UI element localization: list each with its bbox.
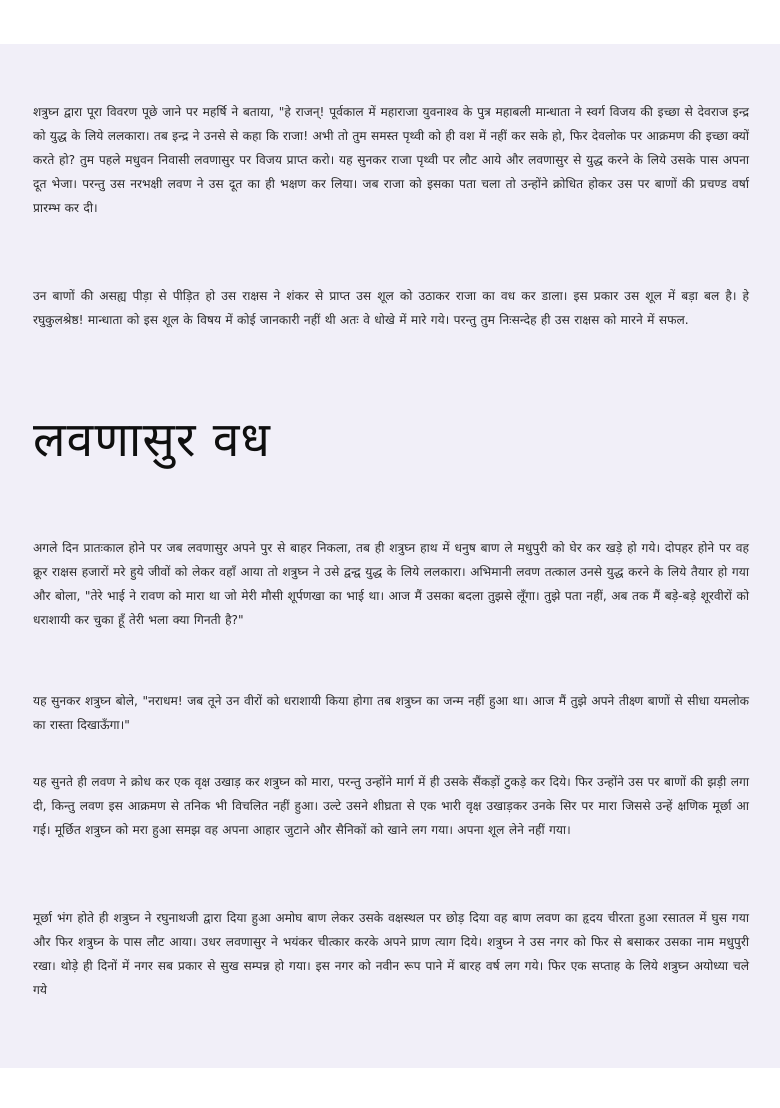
section-heading: लवणासुर वध — [33, 412, 271, 468]
intro-paragraph-2: उन बाणों की असह्य पीड़ा से पीड़ित हो उस राक्षस ने शंकर से प्राप्त उस शूल को उठाकर राजा का वध कर डाला। इस प्रकार उस शूल में बड़ा बल है। हे रघुकुलश्रेष्ठ! मान्धाता को इस शूल के विषय में कोई जानकारी नहीं थी अतः वे धोखे में मारे गये। परन्तु तुम निःसन्देह ही उस राक्षस को मारने में सफल. — [33, 289, 749, 327]
document-page — [0, 44, 780, 1068]
story-paragraph-3: यह सुनते ही लवण ने क्रोध कर एक वृक्ष उखाड़ कर शत्रुघ्न को मारा, परन्तु उन्होंने मार्ग में ही उसके सैंकड़ों टुकड़े कर दिये। फिर उन्होंने उस पर बाणों की झड़ी लगा दी, किन्तु लवण इस आक्रमण से तनिक भी विचलित नहीं हुआ। उल्टे उसने शीघ्रता से एक भारी वृक्ष उखाड़कर उनके सिर पर मारा जिससे उन्हें क्षणिक मूर्छा आ गई। मूर्छित शत्रुघ्न को मरा हुआ समझ वह अपना आहार जुटाने और सैनिकों को खाने लग गया। अपना शूल लेने नहीं गया। — [33, 775, 749, 837]
story-paragraph-1: अगले दिन प्रातःकाल होने पर जब लवणासुर अपने पुर से बाहर निकला, तब ही शत्रुघ्न हाथ में धनुष बाण ले मधुपुरी को घेर कर खड़े हो गये। दोपहर होने पर वह क्रूर राक्षस हजारों मरे हुये जीवों को लेकर वहाँ आया तो शत्रुघ्न ने उसे द्वन्द्व युद्ध के लिये ललकारा। अभिमानी लवण तत्काल उनसे युद्ध करने के लिये तैयार हो गया और बोला, "तेरे भाई ने रावण को मारा था जो मेरी मौसी शूर्पणखा का भाई था। आज मैं उसका बदला तुझसे लूँगा। तुझे पता नहीं, अब तक मैं बड़े-बड़े शूरवीरों को धराशायी कर चुका हूँ तेरी भला क्या गिनती है?" — [33, 541, 749, 627]
story-paragraph-2: यह सुनकर शत्रुघ्न बोले, "नराधम! जब तूने उन वीरों को धराशायी किया होगा तब शत्रुघ्न का जन्म नहीं हुआ था। आज मैं तुझे अपने तीक्ष्ण बाणों से सीधा यमलोक का रास्ता दिखाऊँगा।" — [33, 694, 749, 732]
intro-paragraph-1: शत्रुघ्न द्वारा पूरा विवरण पूछे जाने पर महर्षि ने बताया, "हे राजन्! पूर्वकाल में महाराजा युवनाश्व के पुत्र महाबली मान्धाता ने स्वर्ग विजय की इच्छा से देवराज इन्द्र को युद्ध के लिये ललकारा। तब इन्द्र ने उनसे से कहा कि राजा! अभी तो तुम समस्त पृथ्वी को ही वश में नहीं कर सके हो, फिर देवलोक पर आक्रमण की इच्छा क्यों करते हो? तुम पहले मधुवन निवासी लवणासुर पर विजय प्राप्त करो। यह सुनकर राजा पृथ्वी पर लौट आये और लवणासुर से युद्ध करने के लिये उसके पास अपना दूत भेजा। परन्तु उस नरभक्षी लवण ने उस दूत का ही भक्षण कर लिया। जब राजा को इसका पता चला तो उन्होंने क्रोधित होकर उस पर बाणों की प्रचण्ड वर्षा प्रारम्भ कर दी। — [33, 105, 749, 215]
story-paragraph-4: मूर्छा भंग होते ही शत्रुघ्न ने रघुनाथजी द्वारा दिया हुआ अमोघ बाण लेकर उसके वक्षस्थल पर छोड़ दिया वह बाण लवण का हृदय चीरता हुआ रसातल में घुस गया और फिर शत्रुघ्न के पास लौट आया। उधर लवणासुर ने भयंकर चीत्कार करके अपने प्राण त्याग दिये। शत्रुघ्न ने उस नगर को फिर से बसाकर उसका नाम मधुपुरी रखा। थोड़े ही दिनों में नगर सब प्रकार से सुख सम्पन्न हो गया। इस नगर को नवीन रूप पाने में बारह वर्ष लग गये। फिर एक सप्ताह के लिये शत्रुघ्न अयोध्या चले गये — [33, 911, 749, 997]
